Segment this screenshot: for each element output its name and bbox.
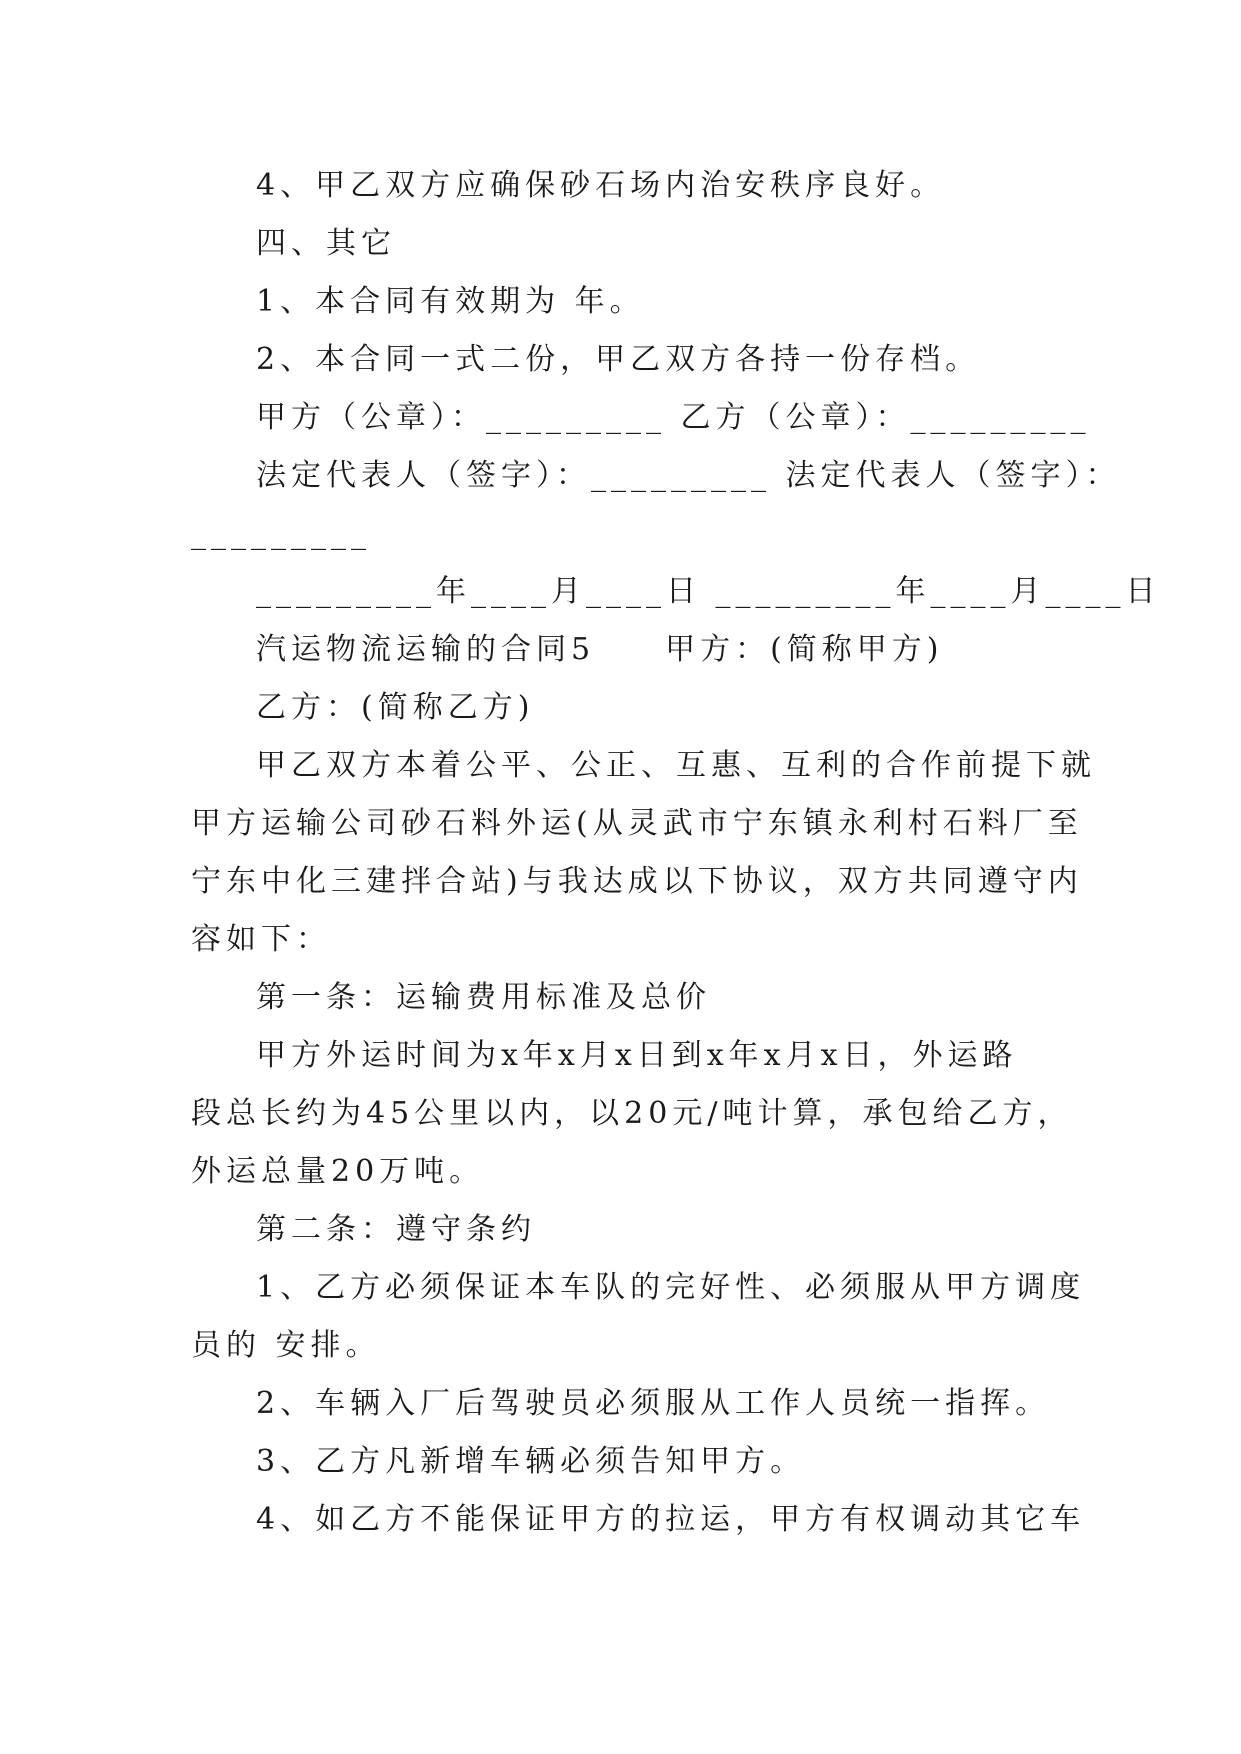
- article-1-heading: 第一条：运输费用标准及总价: [256, 980, 711, 1015]
- article-2-item-4: 4、如乙方不能保证甲方的拉运，甲方有权调动其它车: [256, 1502, 1086, 1537]
- article-2-item-1-line-2: 员的 安排。: [191, 1328, 381, 1363]
- contract-title-party-a: 汽运物流运输的合同5 甲方：(简称甲方): [256, 632, 944, 667]
- signature-representative-line: 法定代表人（签字）：_________ 法定代表人（签字）：: [256, 458, 1121, 493]
- article-2-heading: 第二条：遵守条约: [256, 1212, 536, 1247]
- intro-paragraph-line-3: 宁东中化三建拌合站)与我达成以下协议，双方共同遵守内: [191, 864, 1083, 899]
- article-1-text-line-3: 外运总量20万吨。: [191, 1154, 485, 1189]
- article-2-item-2: 2、车辆入厂后驾驶员必须服从工作人员统一指挥。: [256, 1386, 1051, 1421]
- intro-paragraph-line-4: 容如下：: [191, 922, 331, 957]
- clause-copies: 2、本合同一式二份，甲乙双方各持一份存档。: [256, 342, 981, 377]
- signature-blank: _________: [191, 516, 371, 551]
- section-heading-other: 四、其它: [256, 226, 396, 261]
- signature-date-line: _________年____月____日 _________年____月____日: [256, 574, 1161, 609]
- article-2-item-3: 3、乙方凡新增车辆必须告知甲方。: [256, 1444, 806, 1479]
- article-2-item-1-line-1: 1、乙方必须保证本车队的完好性、必须服从甲方调度: [256, 1270, 1086, 1305]
- party-b-line: 乙方：(简称乙方): [256, 690, 535, 725]
- clause-4-security: 4、甲乙双方应确保砂石场内治安秩序良好。: [256, 168, 946, 203]
- intro-paragraph-line-1: 甲乙双方本着公平、公正、互惠、互利的合作前提下就: [256, 748, 1096, 783]
- article-1-text-line-2: 段总长约为45公里以内，以20元/吨计算，承包给乙方，: [191, 1096, 1073, 1131]
- clause-validity: 1、本合同有效期为 年。: [256, 284, 645, 319]
- signature-seal-line: 甲方（公章）：_________ 乙方（公章）：_________: [256, 400, 1091, 435]
- article-1-text-line-1: 甲方外运时间为x年x月x日到x年x月x日，外运路: [256, 1038, 1018, 1073]
- intro-paragraph-line-2: 甲方运输公司砂石料外运(从灵武市宁东镇永利村石料厂至: [191, 806, 1083, 841]
